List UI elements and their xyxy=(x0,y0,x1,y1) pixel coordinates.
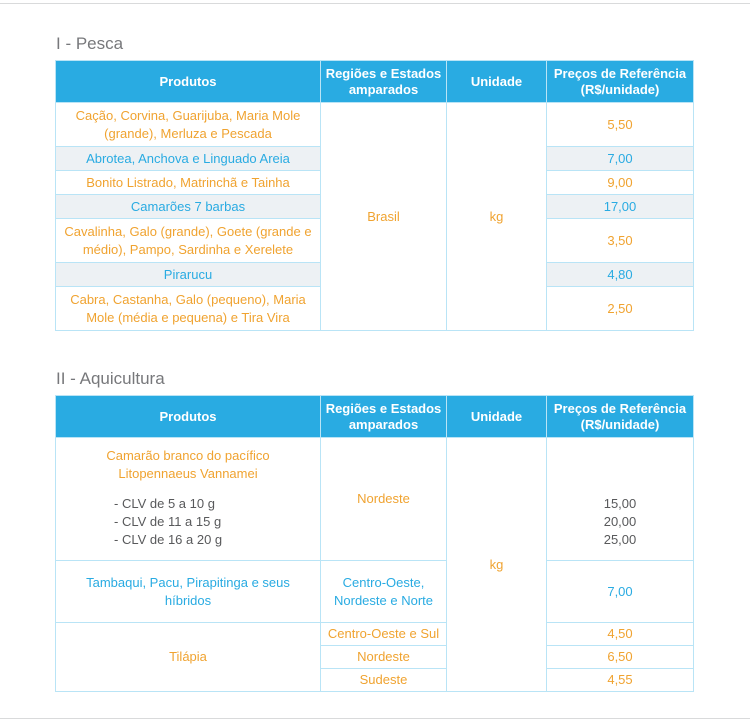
price-value: 25,00 xyxy=(603,532,637,547)
price-cell: 4,80 xyxy=(547,263,694,287)
product-cell: Abrotea, Anchova e Linguado Areia xyxy=(56,147,321,171)
product-name xyxy=(62,447,314,483)
header-produtos: Produtos xyxy=(56,396,321,438)
price-cell: 7,00 xyxy=(547,147,694,171)
price-cell: 7,00 xyxy=(547,561,694,623)
table-row xyxy=(56,561,694,623)
region-cell: Brasil xyxy=(321,103,447,331)
unit-cell: kg xyxy=(447,103,547,331)
header-regioes: Regiões e Estados amparados xyxy=(321,396,447,438)
price-cell: 17,00 xyxy=(547,195,694,219)
price-cell: 4,55 xyxy=(547,669,694,692)
price-value: 20,00 xyxy=(603,514,637,529)
variant-item: - CLV de 16 a 20 g xyxy=(114,532,223,547)
price-cell: 5,50 xyxy=(547,103,694,147)
section-title-pesca: I - Pesca xyxy=(56,34,124,53)
header-unidade: Unidade xyxy=(447,61,547,103)
header-produtos: Produtos xyxy=(56,61,321,103)
price-cell: 9,00 xyxy=(547,171,694,195)
product-cell: Tambaqui, Pacu, Pirapitinga e seus híbridos xyxy=(56,561,321,623)
pesca-header-row xyxy=(56,61,694,103)
unit-cell: kg xyxy=(447,438,547,692)
table-row xyxy=(56,438,694,561)
price-cell: 4,50 xyxy=(547,623,694,646)
pesca-table xyxy=(55,60,694,331)
variant-list xyxy=(62,495,314,549)
product-cell: Pirarucu xyxy=(56,263,321,287)
header-precos: Preços de Referência (R$/unidade) xyxy=(547,396,694,438)
header-precos: Preços de Referência (R$/unidade) xyxy=(547,61,694,103)
header-regioes: Regiões e Estados amparados xyxy=(321,61,447,103)
product-cell: Cavalinha, Galo (grande), Goete (grande e médio), Pampo, Sardinha e Xerelete xyxy=(56,219,321,263)
product-cell: Cação, Corvina, Guarijuba, Maria Mole (grande), Merluza e Pescada xyxy=(56,103,321,147)
product-cell: Camarões 7 barbas xyxy=(56,195,321,219)
price-value: 15,00 xyxy=(603,496,637,511)
aquicultura-table xyxy=(55,395,694,692)
product-cell: Tilápia xyxy=(56,623,321,692)
section-title-aquicultura: II - Aquicultura xyxy=(56,369,165,388)
product-cell: Cabra, Castanha, Galo (pequeno), Maria Mole (média e pequena) e Tira Vira xyxy=(56,287,321,331)
variant-item: - CLV de 11 a 15 g xyxy=(114,514,222,529)
product-name-line1: Camarão branco do pacífico xyxy=(106,448,270,463)
region-cell: Sudeste xyxy=(321,669,447,692)
price-cell xyxy=(547,438,694,561)
region-cell: Nordeste xyxy=(321,438,447,561)
region-cell: Centro-Oeste, Nordeste e Norte xyxy=(321,561,447,623)
table-row xyxy=(56,623,694,646)
top-divider xyxy=(0,3,750,4)
region-cell: Centro-Oeste e Sul xyxy=(321,623,447,646)
aquicultura-header-row xyxy=(56,396,694,438)
product-cell xyxy=(56,438,321,561)
variant-item: - CLV de 5 a 10 g xyxy=(114,496,215,511)
product-cell: Bonito Listrado, Matrinchã e Tainha xyxy=(56,171,321,195)
header-unidade: Unidade xyxy=(447,396,547,438)
price-cell: 6,50 xyxy=(547,646,694,669)
region-cell: Nordeste xyxy=(321,646,447,669)
table-row xyxy=(56,103,694,147)
price-cell: 3,50 xyxy=(547,219,694,263)
product-name-line2: Litopennaeus Vannamei xyxy=(118,466,258,481)
price-cell: 2,50 xyxy=(547,287,694,331)
bottom-divider xyxy=(0,718,750,719)
